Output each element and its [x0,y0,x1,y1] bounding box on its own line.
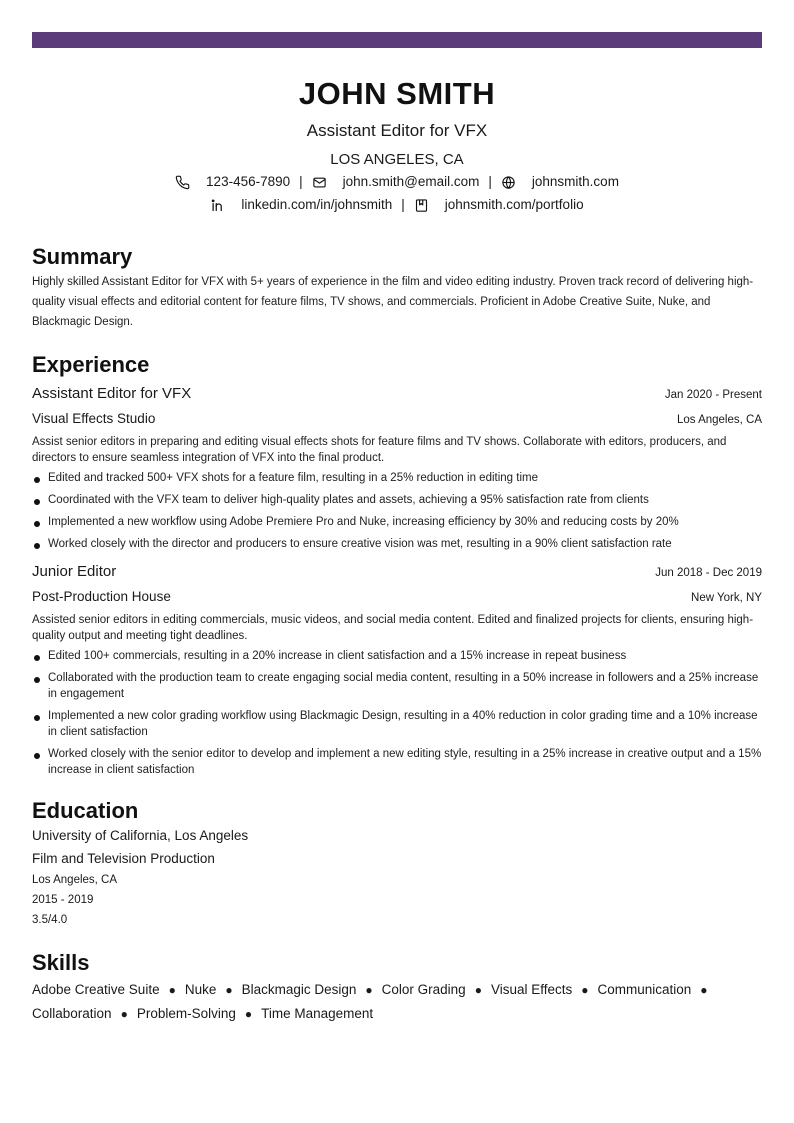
skill-separator: ● [474,983,482,997]
summary-text: Highly skilled Assistant Editor for VFX with 5+ years of experience in the film and video editing industry. Proven track record of delivering high-quality visual effects and editorial content for feature films, TV shows, and commercials. Proficient in Adobe Creative Suite, Nuke, and Blackmagic Design. [32,276,754,328]
list-item: Edited 100+ commercials, resulting in a 20% increase in client satisfaction and a 15% increase in repeat business [32,648,762,664]
job-location: New York, NY [691,592,762,604]
skill-separator: ● [168,983,176,997]
accent-bar [32,32,762,48]
job-company: Visual Effects Studio [32,411,156,426]
globe-icon [501,175,516,190]
email-icon [312,175,327,190]
experience-entry [32,560,762,778]
skill-separator: ● [700,983,708,997]
skills-line-2 [32,1002,762,1026]
contact-row-primary [32,171,762,193]
job-role: Assistant Editor for VFX [32,385,192,402]
skill-item: Nuke [184,982,217,997]
job-achievements [32,648,762,778]
bullet-icon [34,753,40,759]
experience-entry [32,382,762,552]
skill-separator: ● [225,983,233,997]
bullet-icon [34,477,40,483]
phone-number[interactable]: 123-456-7890 [206,174,291,189]
job-dates: Jun 2018 - Dec 2019 [655,567,762,579]
website-link[interactable]: johnsmith.com [531,174,619,189]
list-item: Worked closely with the director and producers to ensure creative vision was met, resulting in a 90% client satisfaction rate [32,536,762,552]
resume-page [32,48,762,1026]
skill-item: Color Grading [381,982,466,997]
job-dates: Jan 2020 - Present [664,389,762,401]
list-item: Coordinated with the VFX team to deliver high-quality plates and assets, achieving a 95% satisfaction rate from clients [32,492,762,508]
bullet-icon [34,521,40,527]
phone-icon [175,175,190,190]
bullet-icon [34,677,40,683]
portfolio-icon [414,198,429,213]
list-item: Implemented a new workflow using Adobe Premiere Pro and Nuke, increasing efficiency by 30% and reducing costs by 20% [32,514,762,530]
separator: | [299,174,303,189]
linkedin-link[interactable]: linkedin.com/in/johnsmith [241,197,393,212]
job-company: Post-Production House [32,589,171,604]
portfolio-link[interactable]: johnsmith.com/portfolio [444,197,584,212]
bullet-icon [34,715,40,721]
job-achievements [32,470,762,552]
skill-item: Visual Effects [490,982,573,997]
separator: | [488,174,492,189]
job-role: Junior Editor [32,563,117,580]
job-description: Assisted senior editors in editing commercials, music videos, and social media content. Edited and finalized projects for clients, ensuring high-quality output and meeting tight deadlines. [32,614,754,642]
skill-item: Collaboration [32,1006,112,1021]
bullet-icon [34,655,40,661]
skill-item: Problem-Solving [136,1006,236,1021]
list-item: Implemented a new color grading workflow using Blackmagic Design, resulting in a 40% reduction in color grading time and a 10% increase in client satisfaction [32,708,762,740]
skills-heading: Skills [32,950,90,975]
education-school: University of California, Los Angeles [32,828,249,843]
job-location: Los Angeles, CA [676,414,762,426]
candidate-location: LOS ANGELES, CA [330,151,464,168]
education-gpa: 3.5/4.0 [32,914,68,926]
education-heading: Education [32,798,139,823]
skill-separator: ● [365,983,373,997]
candidate-job-title: Assistant Editor for VFX [306,121,488,140]
skills-line-1 [32,978,762,1002]
skill-separator: ● [244,1007,253,1021]
skill-separator: ● [120,1007,128,1021]
skill-item: Blackmagic Design [241,982,357,997]
skill-item: Time Management [261,1006,374,1021]
list-item: Collaborated with the production team to create engaging social media content, resulting in a 50% increase in followers and a 25% increase in engagement [32,670,762,702]
list-item: Edited and tracked 500+ VFX shots for a feature film, resulting in a 25% reduction in editing time [32,470,762,486]
email-link[interactable]: john.smith@email.com [342,174,480,189]
skill-separator: ● [581,983,589,997]
job-description: Assist senior editors in preparing and editing visual effects shots for feature films and TV shows. Collaborate with editors, producers, and directors to ensure seamless integration of VFX into the final product. [32,436,727,464]
education-degree: Film and Television Production [32,851,215,866]
education-years: 2015 - 2019 [32,894,94,906]
contact-row-secondary [32,194,762,216]
summary-heading: Summary [32,244,133,269]
experience-heading: Experience [32,352,150,377]
education-location: Los Angeles, CA [32,874,118,886]
skill-item: Communication [597,982,692,997]
list-item: Worked closely with the senior editor to develop and implement a new editing style, resulting in a 25% increase in creative output and a 15% increase in client satisfaction [32,746,762,778]
candidate-name: JOHN SMITH [298,76,496,111]
skill-item: Adobe Creative Suite [32,982,160,997]
linkedin-icon [210,198,225,213]
bullet-icon [34,543,40,549]
bullet-icon [34,499,40,505]
separator: | [401,197,405,212]
